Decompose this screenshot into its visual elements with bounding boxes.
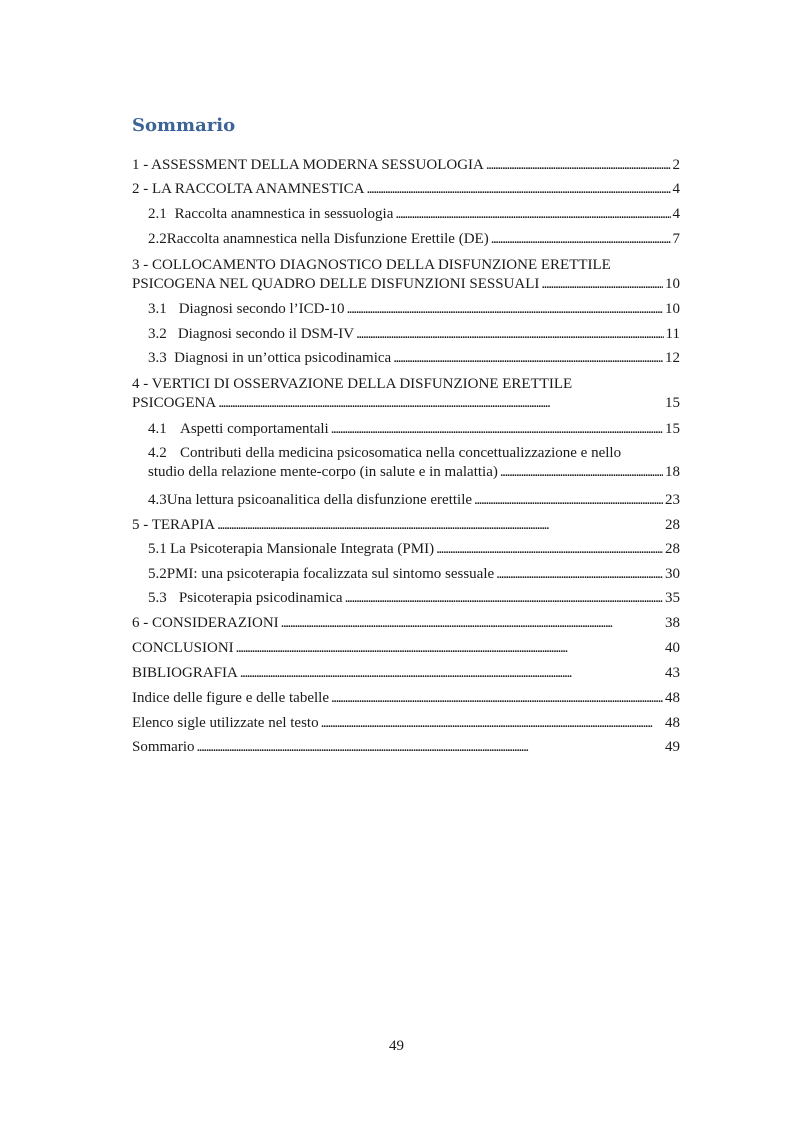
dot-leader bbox=[356, 325, 663, 344]
toc-entry[interactable] bbox=[148, 325, 680, 344]
toc-entry-title: Indice delle figure e delle tabelle bbox=[132, 690, 329, 706]
toc-entry[interactable] bbox=[148, 300, 680, 319]
dot-leader bbox=[395, 205, 670, 224]
toc-entry-title: studio della relazione mente-corpo (in salute e in malattia) bbox=[148, 464, 498, 480]
toc-entry[interactable] bbox=[148, 540, 680, 559]
toc-entry-page: 40 bbox=[665, 640, 680, 656]
toc-entry-title: PSICOGENA bbox=[132, 395, 217, 411]
dot-leader bbox=[345, 589, 663, 608]
toc-entry-number: 5.1 bbox=[148, 541, 167, 557]
toc-entry-number: 3.2 bbox=[148, 326, 167, 342]
dot-leader bbox=[197, 738, 664, 757]
toc-entry[interactable] bbox=[132, 664, 680, 683]
toc-entry-page: 48 bbox=[665, 715, 680, 731]
toc-entry[interactable] bbox=[132, 180, 680, 199]
dot-leader bbox=[331, 420, 663, 439]
toc-entry-title: Diagnosi secondo il DSM-IV bbox=[177, 326, 355, 342]
toc-entry[interactable] bbox=[148, 444, 680, 482]
toc-entry-title: Psicoterapia psicodinamica bbox=[178, 590, 343, 606]
toc-entry-page: 10 bbox=[665, 276, 680, 292]
toc-entry[interactable] bbox=[148, 589, 680, 608]
toc-entry-title: 5 - TERAPIA bbox=[132, 517, 216, 533]
toc-entry-page: 38 bbox=[665, 615, 680, 631]
toc-entry[interactable] bbox=[132, 689, 680, 708]
toc-entry[interactable] bbox=[148, 565, 680, 584]
dot-leader bbox=[240, 664, 663, 683]
toc-entry-title-line: 3 - COLLOCAMENTO DIAGNOSTICO DELLA DISFUNZIONE ERETTILE bbox=[132, 257, 611, 273]
toc-entry-title: Aspetti comportamentali bbox=[180, 421, 329, 437]
toc-entry-title: Diagnosi secondo l’ICD-10 bbox=[178, 301, 345, 317]
toc-entry-title-line: Contributi della medicina psicosomatica nella concettualizzazione e nello bbox=[180, 445, 622, 461]
dot-leader bbox=[281, 614, 663, 633]
toc-entry-page: 23 bbox=[665, 492, 680, 508]
dot-leader bbox=[321, 714, 663, 733]
toc-entry-page: 28 bbox=[665, 541, 680, 557]
toc-entry-page: 30 bbox=[665, 566, 680, 582]
page-title: Sommario bbox=[132, 115, 236, 136]
toc-entry-page: 11 bbox=[665, 326, 680, 342]
toc-entry-page: 49 bbox=[665, 739, 680, 755]
toc-entry-title: Sommario bbox=[132, 739, 195, 755]
toc-entry-page: 10 bbox=[665, 301, 680, 317]
toc-entry-page: 18 bbox=[665, 464, 680, 480]
toc-entry-title: 6 - CONSIDERAZIONI bbox=[132, 615, 279, 631]
toc-entry-page: 28 bbox=[665, 517, 680, 533]
dot-leader bbox=[393, 349, 663, 368]
toc-entry-page: 4 bbox=[672, 206, 680, 222]
toc-entry[interactable] bbox=[148, 230, 680, 249]
dot-leader bbox=[496, 565, 663, 584]
toc-entry-title: 2 - LA RACCOLTA ANAMNESTICA bbox=[132, 181, 365, 197]
dot-leader bbox=[500, 463, 663, 482]
toc-entry-number: 2.2 bbox=[148, 231, 167, 247]
toc-entry[interactable] bbox=[148, 420, 680, 439]
toc-entry-number: 4.1 bbox=[148, 421, 167, 437]
dot-leader bbox=[541, 275, 663, 294]
toc-entry[interactable] bbox=[132, 738, 680, 757]
toc-entry-page: 4 bbox=[672, 181, 680, 197]
dot-leader bbox=[436, 540, 663, 559]
toc-entry-number: 5.2 bbox=[148, 566, 167, 582]
toc-entry-page: 12 bbox=[665, 350, 680, 366]
toc-entry-title: BIBLIOGRAFIA bbox=[132, 665, 238, 681]
toc-entry[interactable] bbox=[132, 256, 680, 294]
toc-entry-page: 15 bbox=[665, 395, 680, 411]
toc-entry-number: 2.1 bbox=[148, 206, 167, 222]
toc-entry[interactable] bbox=[148, 349, 680, 368]
page-number: 49 bbox=[389, 1038, 404, 1054]
dot-leader bbox=[236, 639, 663, 658]
dot-leader bbox=[474, 491, 663, 510]
toc-entry[interactable] bbox=[132, 516, 680, 535]
toc-entry-title: PMI: una psicoterapia focalizzata sul sintomo sessuale bbox=[166, 566, 495, 582]
toc-entry-number: 5.3 bbox=[148, 590, 167, 606]
dot-leader bbox=[491, 230, 671, 249]
toc-entry-title: Raccolta anamnestica in sessuologia bbox=[174, 206, 394, 222]
dot-leader bbox=[217, 516, 663, 535]
toc-entry-title: 1 - ASSESSMENT DELLA MODERNA SESSUOLOGIA bbox=[132, 157, 484, 173]
toc-entry[interactable] bbox=[132, 714, 680, 733]
toc-entry[interactable] bbox=[132, 375, 680, 413]
toc-entry-title: PSICOGENA NEL QUADRO DELLE DISFUNZIONI SESSUALI bbox=[132, 276, 540, 292]
toc-entry[interactable] bbox=[132, 614, 680, 633]
toc-entry[interactable] bbox=[148, 491, 680, 510]
toc-entry-number: 4.2 bbox=[148, 445, 167, 461]
toc-entry-page: 2 bbox=[672, 157, 680, 173]
toc-entry-title: La Psicoterapia Mansionale Integrata (PMI) bbox=[170, 541, 435, 557]
dot-leader bbox=[347, 300, 664, 319]
toc-entry-title: Raccolta anamnestica nella Disfunzione Erettile (DE) bbox=[166, 231, 489, 247]
toc-entry[interactable] bbox=[148, 205, 680, 224]
toc-entry-title: Una lettura psicoanalitica della disfunzione erettile bbox=[166, 492, 473, 508]
toc-entry-page: 43 bbox=[665, 665, 680, 681]
toc-entry-page: 7 bbox=[672, 231, 680, 247]
toc-entry-page: 35 bbox=[665, 590, 680, 606]
toc-entry-number: 3.3 bbox=[148, 350, 167, 366]
dot-leader bbox=[218, 394, 663, 413]
toc-entry-number: 4.3 bbox=[148, 492, 167, 508]
toc-entry-title: CONCLUSIONI bbox=[132, 640, 234, 656]
toc-entry-title-line: 4 - VERTICI DI OSSERVAZIONE DELLA DISFUNZIONE ERETTILE bbox=[132, 376, 573, 392]
toc-entry[interactable] bbox=[132, 639, 680, 658]
dot-leader bbox=[331, 689, 663, 708]
toc-entry-title: Elenco sigle utilizzate nel testo bbox=[132, 715, 319, 731]
dot-leader bbox=[486, 156, 671, 175]
dot-leader bbox=[366, 180, 670, 199]
toc-entry-number: 3.1 bbox=[148, 301, 167, 317]
toc-entry-page: 15 bbox=[665, 421, 680, 437]
toc-entry-title: Diagnosi in un’ottica psicodinamica bbox=[174, 350, 392, 366]
toc-entry[interactable] bbox=[132, 156, 680, 175]
toc-entry-page: 48 bbox=[665, 690, 680, 706]
